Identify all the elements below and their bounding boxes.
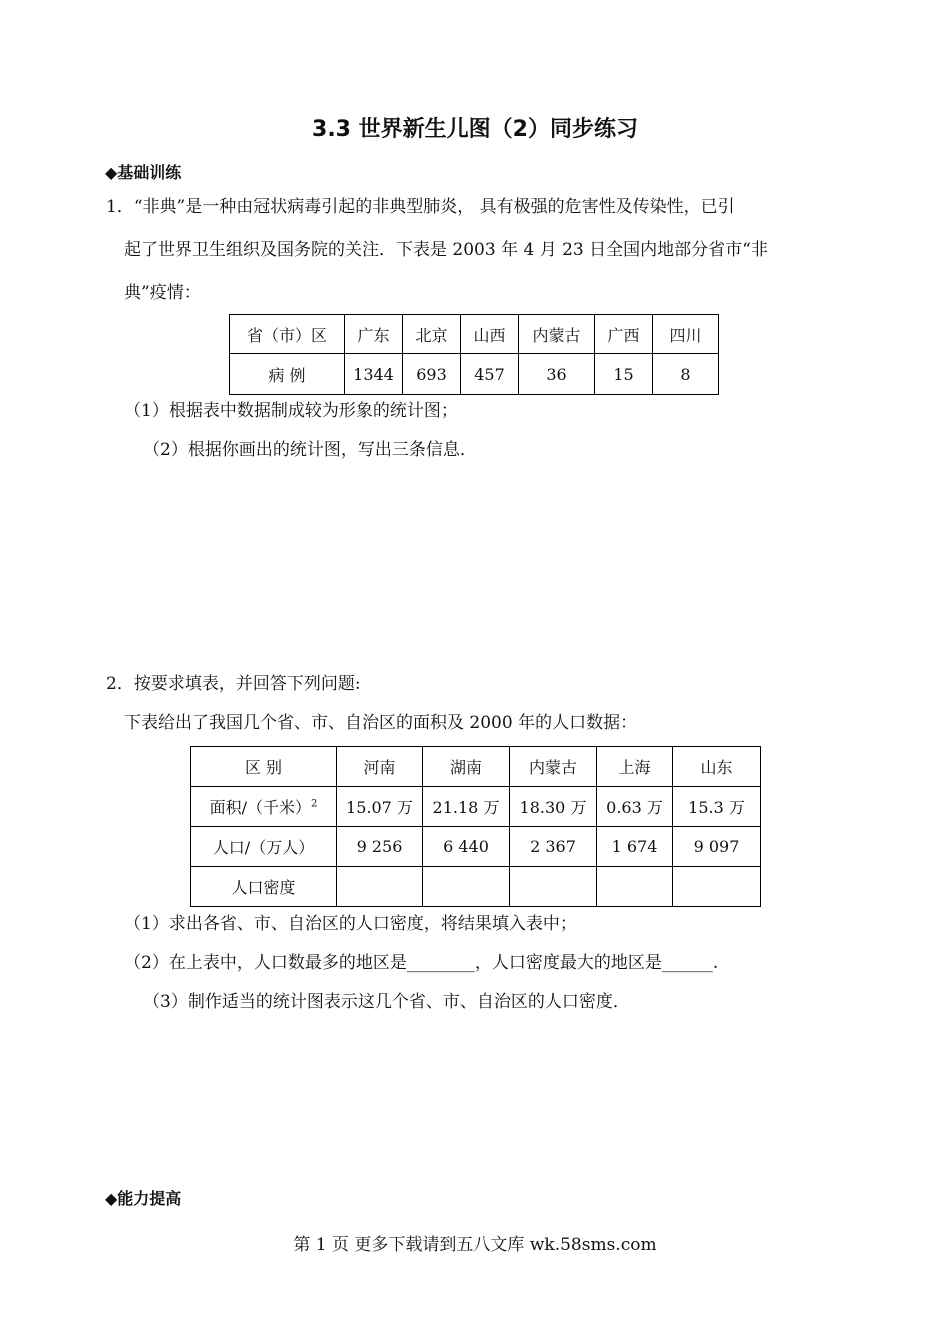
table-cell: 21.18 万 xyxy=(423,787,510,827)
section-basic-training: ◆基础训练 xyxy=(105,163,182,182)
table-row xyxy=(230,354,719,395)
table-row-population xyxy=(191,827,761,867)
table-header-row xyxy=(230,315,719,354)
table-cell: 6 440 xyxy=(423,827,510,867)
table-cell: 15 xyxy=(595,354,653,395)
q1-sub-question-1: （1）根据表中数据制成较为形象的统计图； xyxy=(124,401,458,421)
table-cell-area-label xyxy=(191,787,337,827)
table-cell: 18.30 万 xyxy=(510,787,597,827)
table-cell: 区 别 xyxy=(191,747,337,787)
density-input-cell[interactable] xyxy=(337,867,423,907)
q2-sub-question-2: （2）在上表中，人口数最多的地区是________，人口密度最大的地区是______. xyxy=(124,953,719,973)
table-cell: 山东 xyxy=(673,747,761,787)
q2-sub-question-3: （3）制作适当的统计图表示这几个省、市、自治区的人口密度． xyxy=(143,992,630,1012)
table-cell: 内蒙古 xyxy=(519,315,595,354)
table-cell: 病 例 xyxy=(230,354,345,395)
table-cell: 8 xyxy=(653,354,719,395)
table-cell: 15.07 万 xyxy=(337,787,423,827)
table-cell: 2 367 xyxy=(510,827,597,867)
q1-text-line-3: 典”疫情： xyxy=(124,283,201,303)
table-cell: 河南 xyxy=(337,747,423,787)
table-cell: 湖南 xyxy=(423,747,510,787)
table-cell: 内蒙古 xyxy=(510,747,597,787)
q2-text-line-2: 下表给出了我国几个省、市、自治区的面积及 2000 年的人口数据： xyxy=(124,713,638,733)
density-input-cell[interactable] xyxy=(510,867,597,907)
page-footer: 第 1 页 更多下载请到五八文库 wk.58sms.com xyxy=(293,1235,657,1255)
table-cell: 人口/（万人） xyxy=(191,827,337,867)
area-label-text: 面积/（千米） xyxy=(209,798,312,817)
table-cell: 山西 xyxy=(461,315,519,354)
table-cell: 9 256 xyxy=(337,827,423,867)
table-cell: 上海 xyxy=(597,747,673,787)
density-input-cell[interactable] xyxy=(597,867,673,907)
table-row-area xyxy=(191,787,761,827)
table-cell: 省（市）区 xyxy=(230,315,345,354)
table-header-row xyxy=(191,747,761,787)
table-cell: 广西 xyxy=(595,315,653,354)
q1-text-line-1: 1．“非典”是一种由冠状病毒引起的非典型肺炎， 具有极强的危害性及传染性，已引 xyxy=(106,197,735,217)
table-cell: 1344 xyxy=(345,354,403,395)
table-cell: 15.3 万 xyxy=(673,787,761,827)
q1-text-line-2: 起了世界卫生组织及国务院的关注．下表是 2003 年 4 月 23 日全国内地部分省市“非 xyxy=(124,240,768,260)
density-input-cell[interactable] xyxy=(423,867,510,907)
q2-text-line-1: 2．按要求填表，并回答下列问题: xyxy=(106,674,361,694)
table-cell: 9 097 xyxy=(673,827,761,867)
density-input-cell[interactable] xyxy=(673,867,761,907)
population-table xyxy=(190,746,761,907)
table-cell: 1 674 xyxy=(597,827,673,867)
table-cell: 457 xyxy=(461,354,519,395)
table-cell: 36 xyxy=(519,354,595,395)
q2-sub-question-1: （1）求出各省、市、自治区的人口密度，将结果填入表中； xyxy=(124,914,577,934)
q1-sub-question-2: （2）根据你画出的统计图，写出三条信息． xyxy=(143,440,477,460)
sars-cases-table xyxy=(229,314,719,395)
section-ability-improvement: ◆能力提高 xyxy=(105,1189,182,1208)
table-cell: 广东 xyxy=(345,315,403,354)
table-row-density xyxy=(191,867,761,907)
table-cell: 人口密度 xyxy=(191,867,337,907)
table-cell: 北京 xyxy=(403,315,461,354)
table-cell: 0.63 万 xyxy=(597,787,673,827)
table-cell: 693 xyxy=(403,354,461,395)
table-cell: 四川 xyxy=(653,315,719,354)
area-label-superscript: 2 xyxy=(311,798,318,810)
page-title: 3.3 世界新生儿图（2）同步练习 xyxy=(312,117,638,142)
